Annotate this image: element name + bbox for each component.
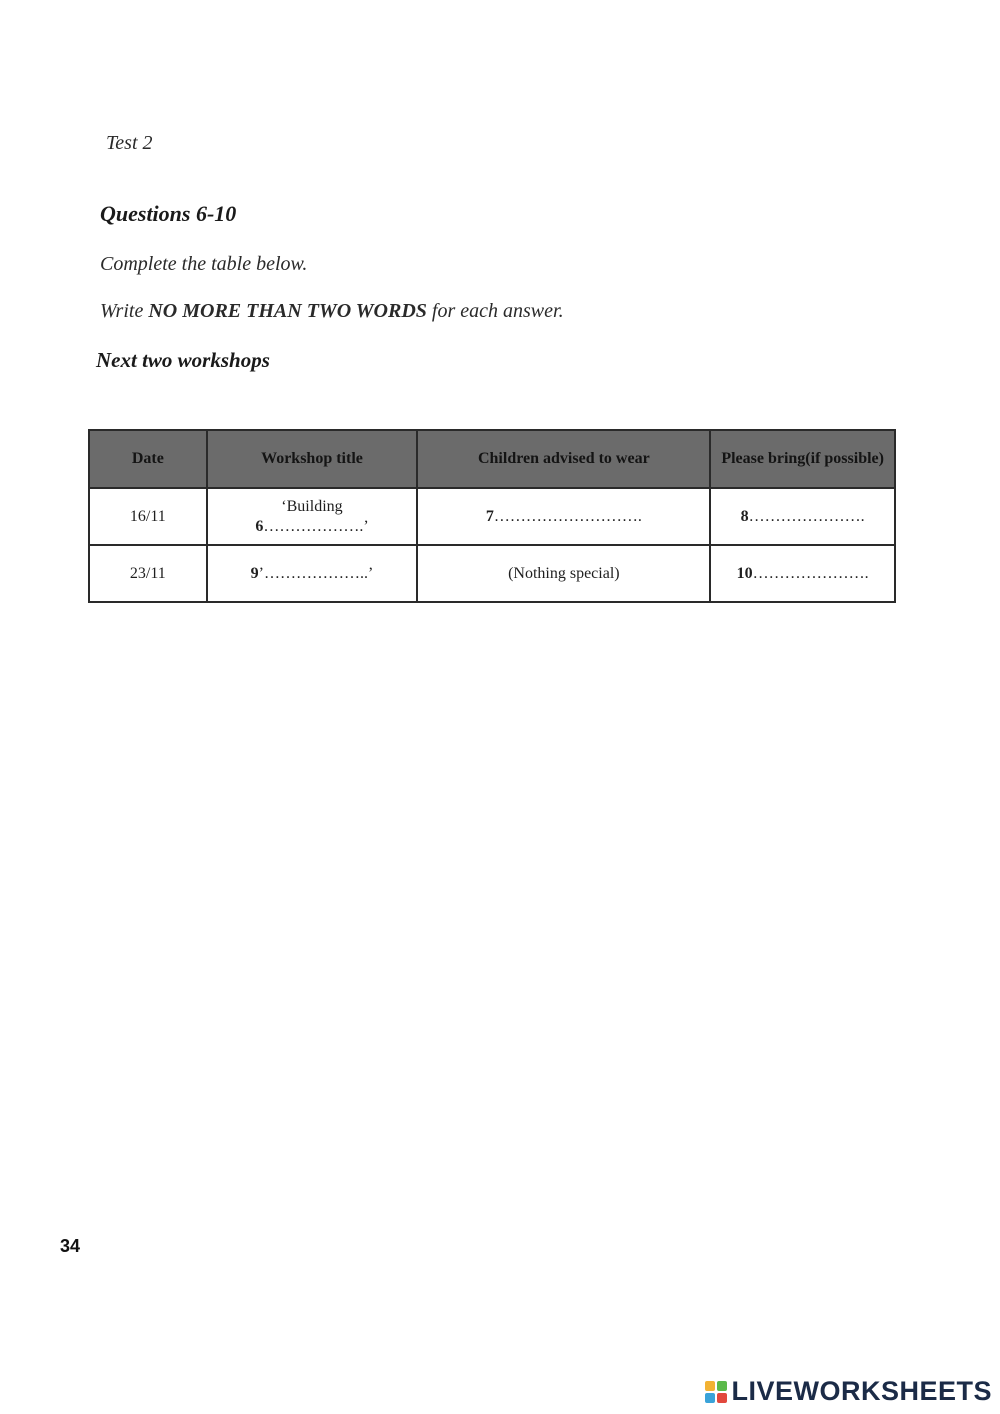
- instruction-emphasis: NO MORE THAN TWO WORDS: [148, 300, 427, 322]
- answer-blank-6[interactable]: [214, 517, 411, 537]
- question-number: 10: [736, 564, 753, 582]
- logo-square-blue: [705, 1393, 715, 1403]
- logo-square-red: [717, 1393, 727, 1403]
- blank-dots: ……………………….: [493, 507, 642, 525]
- questions-heading: Questions 6-10: [100, 201, 237, 226]
- liveworksheets-brand: [705, 1376, 992, 1407]
- section-heading: Next two workshops: [96, 348, 270, 372]
- blank-dots: ’………………..’: [258, 564, 374, 582]
- header-please-bring: Please bring(if possible): [710, 430, 895, 488]
- logo-square-yellow: [705, 1381, 715, 1391]
- blank-dots: ……………….’: [263, 517, 369, 535]
- header-children-wear: Children advised to wear: [417, 430, 710, 488]
- workshop-title-cell: [207, 545, 418, 602]
- blank-dots: ………………….: [752, 564, 869, 582]
- table-row: [89, 488, 895, 545]
- blank-dots: ………………….: [748, 507, 865, 525]
- instruction-complete-table: Complete the table below.: [100, 253, 308, 275]
- question-number: 7: [485, 507, 494, 525]
- test-label: Test 2: [106, 132, 153, 154]
- question-number: 8: [740, 507, 749, 525]
- table-header-row: [89, 430, 895, 488]
- bring-cell: [710, 488, 895, 545]
- answer-blank-10[interactable]: [717, 564, 888, 584]
- instruction-word-limit: [100, 300, 564, 323]
- title-text: ‘Building: [281, 497, 343, 515]
- answer-blank-8[interactable]: [717, 507, 888, 527]
- answer-blank-7[interactable]: [424, 507, 703, 527]
- date-cell: 16/11: [89, 488, 207, 545]
- question-number: 9: [250, 564, 259, 582]
- table-row: [89, 545, 895, 602]
- wear-cell: [417, 488, 710, 545]
- brand-name: LIVEWORKSHEETS: [731, 1376, 992, 1406]
- instruction-suffix: for each answer.: [426, 300, 564, 322]
- logo-square-green: [717, 1381, 727, 1391]
- question-number: 6: [255, 517, 264, 535]
- instruction-prefix: Write: [100, 300, 149, 322]
- answer-blank-9[interactable]: [214, 564, 411, 584]
- date-cell: 23/11: [89, 545, 207, 602]
- liveworksheets-logo-icon: [705, 1381, 727, 1403]
- page-number: 34: [60, 1236, 81, 1256]
- bring-cell: [710, 545, 895, 602]
- wear-cell: (Nothing special): [417, 545, 710, 602]
- workshops-table: [88, 429, 896, 603]
- header-workshop-title: Workshop title: [207, 430, 418, 488]
- header-date: Date: [89, 430, 207, 488]
- workshop-title-cell: [207, 488, 418, 545]
